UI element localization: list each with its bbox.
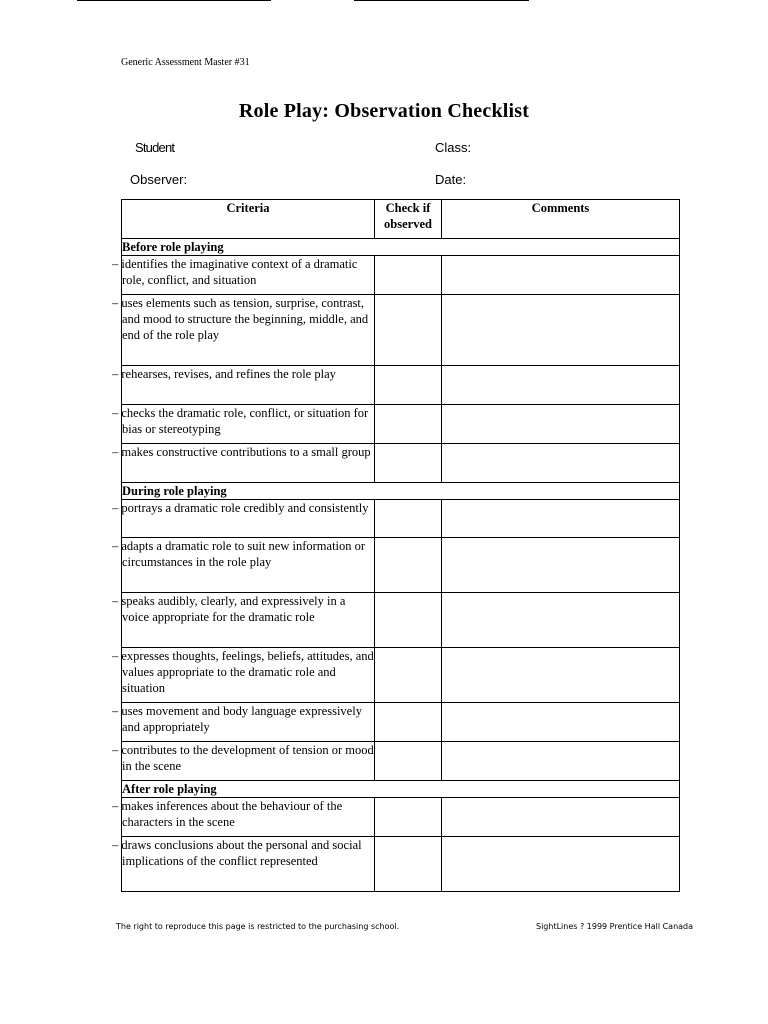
comments-cell[interactable] bbox=[442, 538, 680, 593]
comments-cell[interactable] bbox=[442, 500, 680, 538]
check-header bbox=[375, 200, 442, 239]
comments-cell[interactable] bbox=[442, 444, 680, 483]
table-row bbox=[122, 500, 680, 538]
table-row bbox=[122, 256, 680, 295]
section-row bbox=[122, 239, 680, 256]
section-row bbox=[122, 781, 680, 798]
criterion-text: – speaks audibly, clearly, and expressively in a voice appropriate for the dramatic role bbox=[122, 593, 375, 648]
table-row bbox=[122, 593, 680, 648]
check-header-line2: observed bbox=[384, 217, 432, 231]
criteria-header: Criteria bbox=[122, 200, 375, 239]
criterion-text: – expresses thoughts, feelings, beliefs, attitudes, and values appropriate to the dramatic role and situation bbox=[122, 648, 375, 703]
comments-cell[interactable] bbox=[442, 837, 680, 892]
criterion-text: – contributes to the development of tension or mood in the scene bbox=[122, 742, 375, 781]
table-row bbox=[122, 837, 680, 892]
check-cell[interactable] bbox=[375, 837, 442, 892]
check-cell[interactable] bbox=[375, 648, 442, 703]
comments-cell[interactable] bbox=[442, 798, 680, 837]
comments-cell[interactable] bbox=[442, 703, 680, 742]
top-rule-left bbox=[77, 0, 271, 1]
footer-copyright-notice: The right to reproduce this page is restricted to the purchasing school. bbox=[116, 922, 400, 931]
check-cell[interactable] bbox=[375, 742, 442, 781]
criterion-text: – adapts a dramatic role to suit new information or circumstances in the role play bbox=[122, 538, 375, 593]
master-label: Generic Assessment Master #31 bbox=[121, 57, 250, 68]
comments-cell[interactable] bbox=[442, 256, 680, 295]
comments-cell[interactable] bbox=[442, 648, 680, 703]
comments-cell[interactable] bbox=[442, 405, 680, 444]
table-row bbox=[122, 405, 680, 444]
comments-cell[interactable] bbox=[442, 366, 680, 405]
table-row bbox=[122, 538, 680, 593]
section-heading: After role playing bbox=[122, 781, 680, 798]
table-row bbox=[122, 742, 680, 781]
class-label: Class: bbox=[435, 140, 472, 155]
section-heading: Before role playing bbox=[122, 239, 680, 256]
check-cell[interactable] bbox=[375, 593, 442, 648]
criterion-text: – checks the dramatic role, conflict, or situation for bias or stereotyping bbox=[122, 405, 375, 444]
check-header-line1: Check if bbox=[385, 201, 431, 215]
table-row bbox=[122, 295, 680, 366]
comments-cell[interactable] bbox=[442, 593, 680, 648]
criterion-text: – rehearses, revises, and refines the role play bbox=[122, 366, 375, 405]
section-row bbox=[122, 483, 680, 500]
table-row bbox=[122, 703, 680, 742]
check-cell[interactable] bbox=[375, 538, 442, 593]
criterion-text: – draws conclusions about the personal and social implications of the conflict represented bbox=[122, 837, 375, 892]
comments-cell[interactable] bbox=[442, 742, 680, 781]
table-row bbox=[122, 798, 680, 837]
criterion-text: – portrays a dramatic role credibly and consistently bbox=[122, 500, 375, 538]
date-label: Date: bbox=[435, 172, 467, 187]
student-label: Student bbox=[135, 140, 175, 155]
checklist-body bbox=[112, 239, 680, 892]
table-row bbox=[122, 366, 680, 405]
check-cell[interactable] bbox=[375, 500, 442, 538]
footer-publisher: SightLines ? 1999 Prentice Hall Canada bbox=[536, 922, 694, 931]
top-rule-right bbox=[354, 0, 529, 1]
criterion-text: – uses movement and body language expressively and appropriately bbox=[122, 703, 375, 742]
page-title: Role Play: Observation Checklist bbox=[238, 100, 530, 122]
check-cell[interactable] bbox=[375, 444, 442, 483]
check-cell[interactable] bbox=[375, 703, 442, 742]
observation-checklist-table bbox=[112, 199, 680, 892]
check-cell[interactable] bbox=[375, 295, 442, 366]
table-row bbox=[122, 444, 680, 483]
check-cell[interactable] bbox=[375, 366, 442, 405]
criterion-text: – makes inferences about the behaviour of the characters in the scene bbox=[122, 798, 375, 837]
observer-label: Observer: bbox=[130, 172, 188, 187]
section-heading: During role playing bbox=[122, 483, 680, 500]
table-row bbox=[122, 648, 680, 703]
check-cell[interactable] bbox=[375, 798, 442, 837]
check-cell[interactable] bbox=[375, 256, 442, 295]
comments-header: Comments bbox=[442, 200, 680, 239]
header-row bbox=[122, 200, 680, 239]
criterion-text: – uses elements such as tension, surprise, contrast, and mood to structure the beginning, middle, and end of the role play bbox=[122, 295, 375, 366]
criterion-text: – identifies the imaginative context of a dramatic role, conflict, and situation bbox=[122, 256, 375, 295]
check-cell[interactable] bbox=[375, 405, 442, 444]
criterion-text: – makes constructive contributions to a small group bbox=[122, 444, 375, 483]
comments-cell[interactable] bbox=[442, 295, 680, 366]
